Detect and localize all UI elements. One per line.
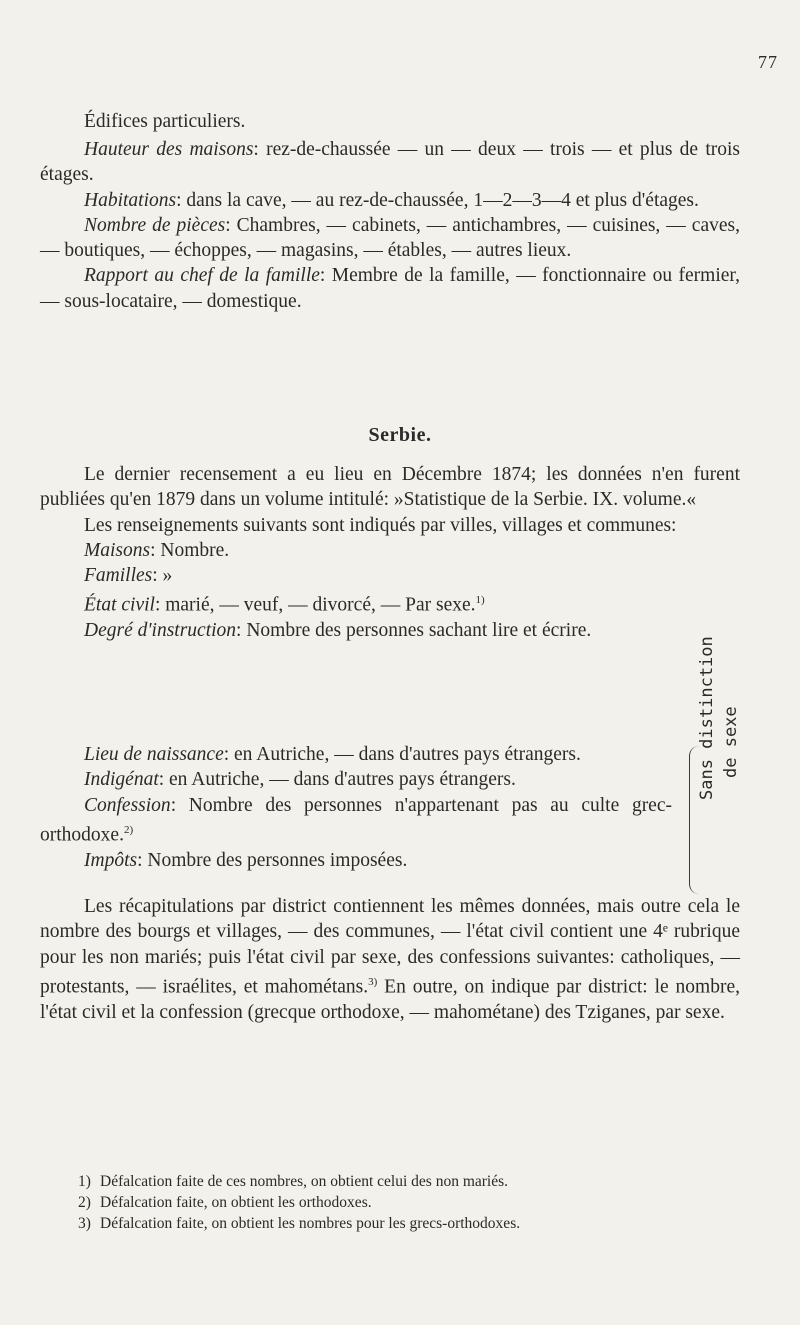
- item-text: : rez-de-chaussée — un — deux — trois — et plus de trois étages.: [40, 139, 740, 186]
- footnote-number: 3): [78, 1215, 91, 1232]
- item-impots: [40, 848, 672, 873]
- item-text: : Chambres, — cabinets, — antichambres, — cuisines, — caves, — boutiques, — échoppes, — magasins, — étables, — autres lieux.: [40, 214, 740, 262]
- item-text: : Nombre.: [150, 539, 230, 561]
- item-label: État civil: [84, 594, 155, 616]
- item-rapport-chef: [40, 263, 740, 314]
- item-text: : en Autriche, — dans d'autres pays étrangers.: [158, 769, 516, 791]
- bracket-group: [40, 742, 672, 873]
- footnote-number: 2): [78, 1194, 91, 1211]
- footnote-item: [78, 1213, 768, 1234]
- item-text: : en Autriche, — dans d'autres pays étrangers.: [223, 744, 581, 765]
- item-habitations: [40, 188, 740, 213]
- closing-text: Les récapitulations par district contiennent les mêmes données, mais outre cela le nombre des bourgs et villages, — des communes, — l'état civil contient une 4ᵉ rubrique pour les non mariés; puis l'état civil par sexe, des confessions suivantes: catholiques, — protestants, — israélites, et mahométans.: [40, 896, 740, 998]
- item-label: Degré d'instruction: [84, 620, 237, 642]
- footnote-ref: 2): [123, 823, 134, 836]
- item-label: Maisons: [84, 539, 151, 561]
- item-label: Familles: [84, 565, 153, 587]
- footnote-item: [78, 1192, 768, 1213]
- item-text: : Nombre des personnes imposées.: [137, 849, 408, 871]
- side-note-line1: Sans distinction: [697, 636, 717, 800]
- item-label: Confession: [84, 794, 171, 816]
- item-label: Lieu de naissance: [84, 744, 224, 765]
- item-etat-civil: [40, 588, 740, 618]
- item-label: Impôts: [84, 849, 138, 871]
- footnote-ref: 3): [368, 975, 378, 988]
- item-text: : Nombre des personnes n'appartenant pas au culte grec-orthodoxe.: [40, 794, 672, 846]
- item-text: : Nombre des personnes sachant lire et écrire.: [236, 620, 592, 642]
- section-heading-serbie: Serbie.: [368, 424, 432, 446]
- footnote-number: 1): [78, 1173, 91, 1190]
- item-label: Nombre de pièces: [84, 214, 226, 236]
- item-text: : dans la cave, — au rez-de-chaussée, 1—2—3—4 et plus d'étages.: [176, 189, 699, 211]
- footnote-text: Défalcation faite, on obtient les orthodoxes.: [100, 1194, 372, 1211]
- page-number: 77: [758, 52, 778, 72]
- serbie-intro2: Les renseignements suivants sont indiqués par villes, villages et communes:: [84, 514, 677, 536]
- item-degre-instruction: [40, 618, 680, 643]
- serbie-closing: [40, 894, 740, 1025]
- item-maisons: [40, 538, 740, 563]
- footnote-text: Défalcation faite de ces nombres, on obtient celui des non mariés.: [100, 1173, 509, 1190]
- footnote-item: [78, 1171, 768, 1192]
- item-text: : Membre de la famille, — fonctionnaire ou fermier, — sous-locataire, — domestique.: [40, 265, 740, 312]
- item-familles: [40, 563, 740, 588]
- item-lieu-naissance: [40, 742, 672, 767]
- item-text: : marié, — veuf, — divorcé, — Par sexe.: [154, 594, 476, 616]
- footnotes: [78, 1171, 768, 1234]
- section-serbie-body: [40, 462, 740, 644]
- side-note-line2: de sexe: [721, 706, 741, 778]
- section-heading-edifices: Édifices particuliers.: [84, 111, 246, 132]
- footnote-ref: 1): [475, 594, 485, 607]
- item-hauteur: [40, 137, 740, 188]
- item-label: Habitations: [84, 189, 177, 211]
- section-serbie-closing: [40, 894, 740, 1025]
- side-note: [697, 636, 777, 822]
- item-confession: [40, 793, 672, 848]
- item-text: : »: [152, 565, 173, 587]
- section-edifices-body: [40, 137, 740, 314]
- closing-text2: En outre, on indique par district: le nombre, l'état civil et la confession (grecque orthodoxe, — mahométane) des Tziganes, par sexe.: [40, 976, 740, 1023]
- item-label: Indigénat: [84, 769, 159, 791]
- item-indigenat: [40, 767, 672, 792]
- item-nombre-pieces: [40, 213, 740, 264]
- item-label: Rapport au chef de la famille: [84, 265, 320, 287]
- serbie-intro: Le dernier recensement a eu lieu en Décembre 1874; les données n'en furent publiées qu'en 1879 dans un volume intitulé: »Statistique de la Serbie. IX. volume.«: [40, 464, 740, 511]
- item-label: Hauteur des maisons: [84, 139, 254, 160]
- footnote-text: Défalcation faite, on obtient les nombres pour les grecs-orthodoxes.: [100, 1215, 521, 1232]
